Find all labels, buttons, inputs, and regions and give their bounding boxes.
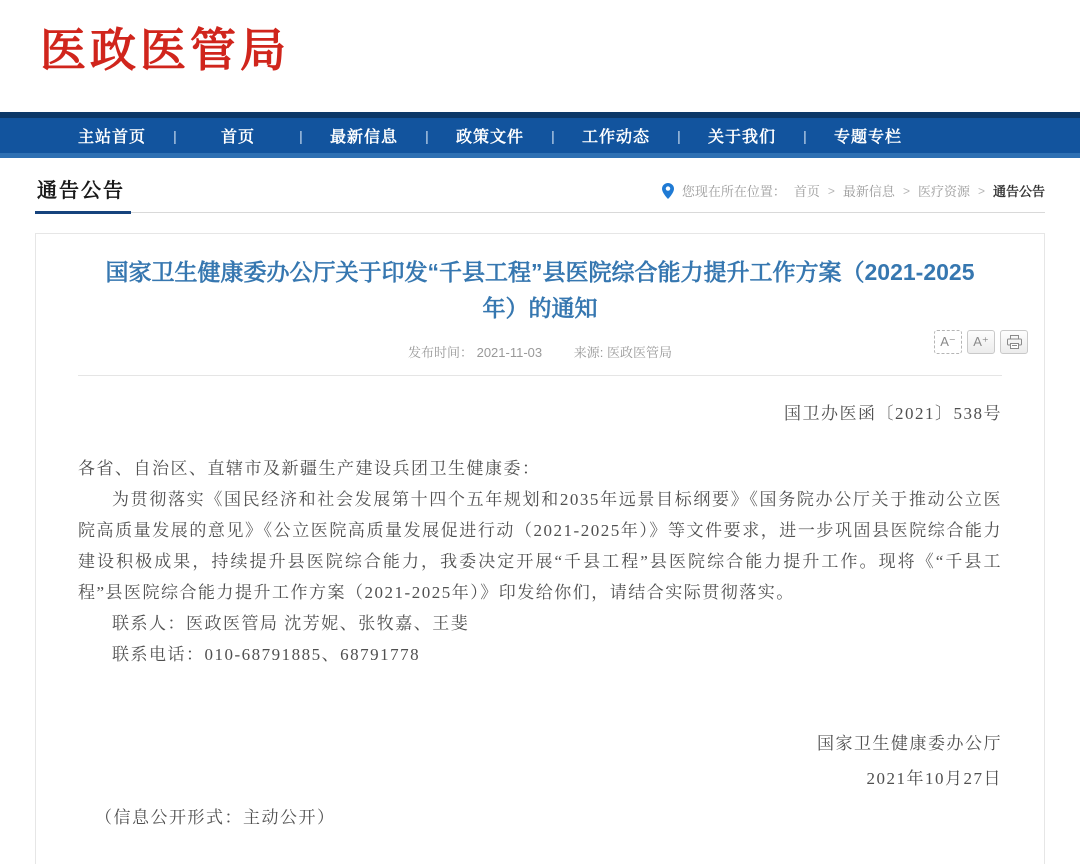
breadcrumb-link-latest-news[interactable]: 最新信息 (842, 184, 895, 199)
disclosure-note: （信息公开形式：主动公开） (95, 808, 336, 827)
breadcrumb-separator: > (902, 183, 910, 198)
publish-date: 发布时间： 2021-11-03 (407, 345, 543, 360)
breadcrumb-current-page: 通告公告 (992, 184, 1045, 199)
content-area (35, 233, 1045, 864)
article-title: 国家卫生健康委办公厅关于印发“千县工程”县医院综合能力提升工作方案（2021-2025年）的通知 (105, 259, 975, 321)
breadcrumb-separator: > (827, 183, 835, 198)
breadcrumb-row (35, 158, 1045, 213)
main-paragraph: 为贯彻落实《国民经济和社会发展第十四个五年规划和2035年远景目标纲要》《国务院办公厅关于推动公立医院高质量发展的意见》《公立医院高质量发展促进行动（2021-2025年）》等文件要求，进一步巩固县医院综合能力建设积极成果，持续提升县医院综合能力，我委决定开展“千县工程”县医院综合能力提升工作。现将《“千县工程”县医院综合能力提升工作方案（2021-2025年）》印发给你们，请结合实际贯彻落实。 (78, 490, 1002, 602)
contact-person: 联系人：医政医管局 沈芳妮、张牧嘉、王斐 (112, 614, 470, 633)
nav-item-about-us[interactable]: 关于我们 (707, 129, 776, 146)
signature-office: 国家卫生健康委办公厅 (817, 734, 1002, 753)
document-body (78, 398, 1002, 833)
nav-item-main-home[interactable]: 主站首页 (77, 129, 146, 146)
breadcrumb-link-home[interactable]: 首页 (793, 184, 820, 199)
font-decrease-button[interactable]: A⁻ (934, 330, 962, 354)
nav-item-special-topics[interactable]: 专题专栏 (833, 129, 902, 146)
nav-item-work-updates[interactable]: 工作动态 (581, 129, 650, 146)
breadcrumb-label: 您现在所在位置： (681, 184, 786, 199)
signature-date: 2021年10月27日 (866, 769, 1002, 788)
location-pin-icon (662, 183, 674, 199)
nav-item-home[interactable]: 首页 (220, 129, 255, 146)
site-header (0, 0, 1080, 112)
nav-separator: | (173, 127, 177, 144)
article-card (35, 233, 1045, 864)
contact-phone: 联系电话：010-68791885、68791778 (112, 645, 421, 664)
print-button[interactable] (1000, 330, 1028, 354)
breadcrumb-link-medical-resources[interactable]: 医疗资源 (917, 184, 970, 199)
nav-separator: | (677, 127, 681, 144)
article-source: 来源: 医政医管局 (573, 345, 672, 360)
main-navigation (0, 112, 1080, 158)
printer-icon (1007, 335, 1022, 349)
salutation: 各省、自治区、直辖市及新疆生产建设兵团卫生健康委： (78, 459, 541, 478)
nav-separator: | (425, 127, 429, 144)
nav-separator: | (551, 127, 555, 144)
nav-separator: | (803, 127, 807, 144)
document-number: 国卫办医函〔2021〕538号 (784, 404, 1002, 423)
nav-item-latest-news[interactable]: 最新信息 (329, 129, 398, 146)
font-tools (934, 330, 1028, 354)
font-increase-button[interactable]: A⁺ (967, 330, 995, 354)
nav-item-policy-documents[interactable]: 政策文件 (455, 129, 524, 146)
breadcrumb-separator: > (977, 183, 985, 198)
section-title: 通告公告 (35, 174, 131, 214)
signature-block (78, 726, 1002, 796)
site-logo[interactable]: 医政医管局 (40, 24, 290, 76)
nav-separator: | (299, 127, 303, 144)
breadcrumb (662, 181, 1045, 212)
article-meta (78, 342, 1002, 376)
